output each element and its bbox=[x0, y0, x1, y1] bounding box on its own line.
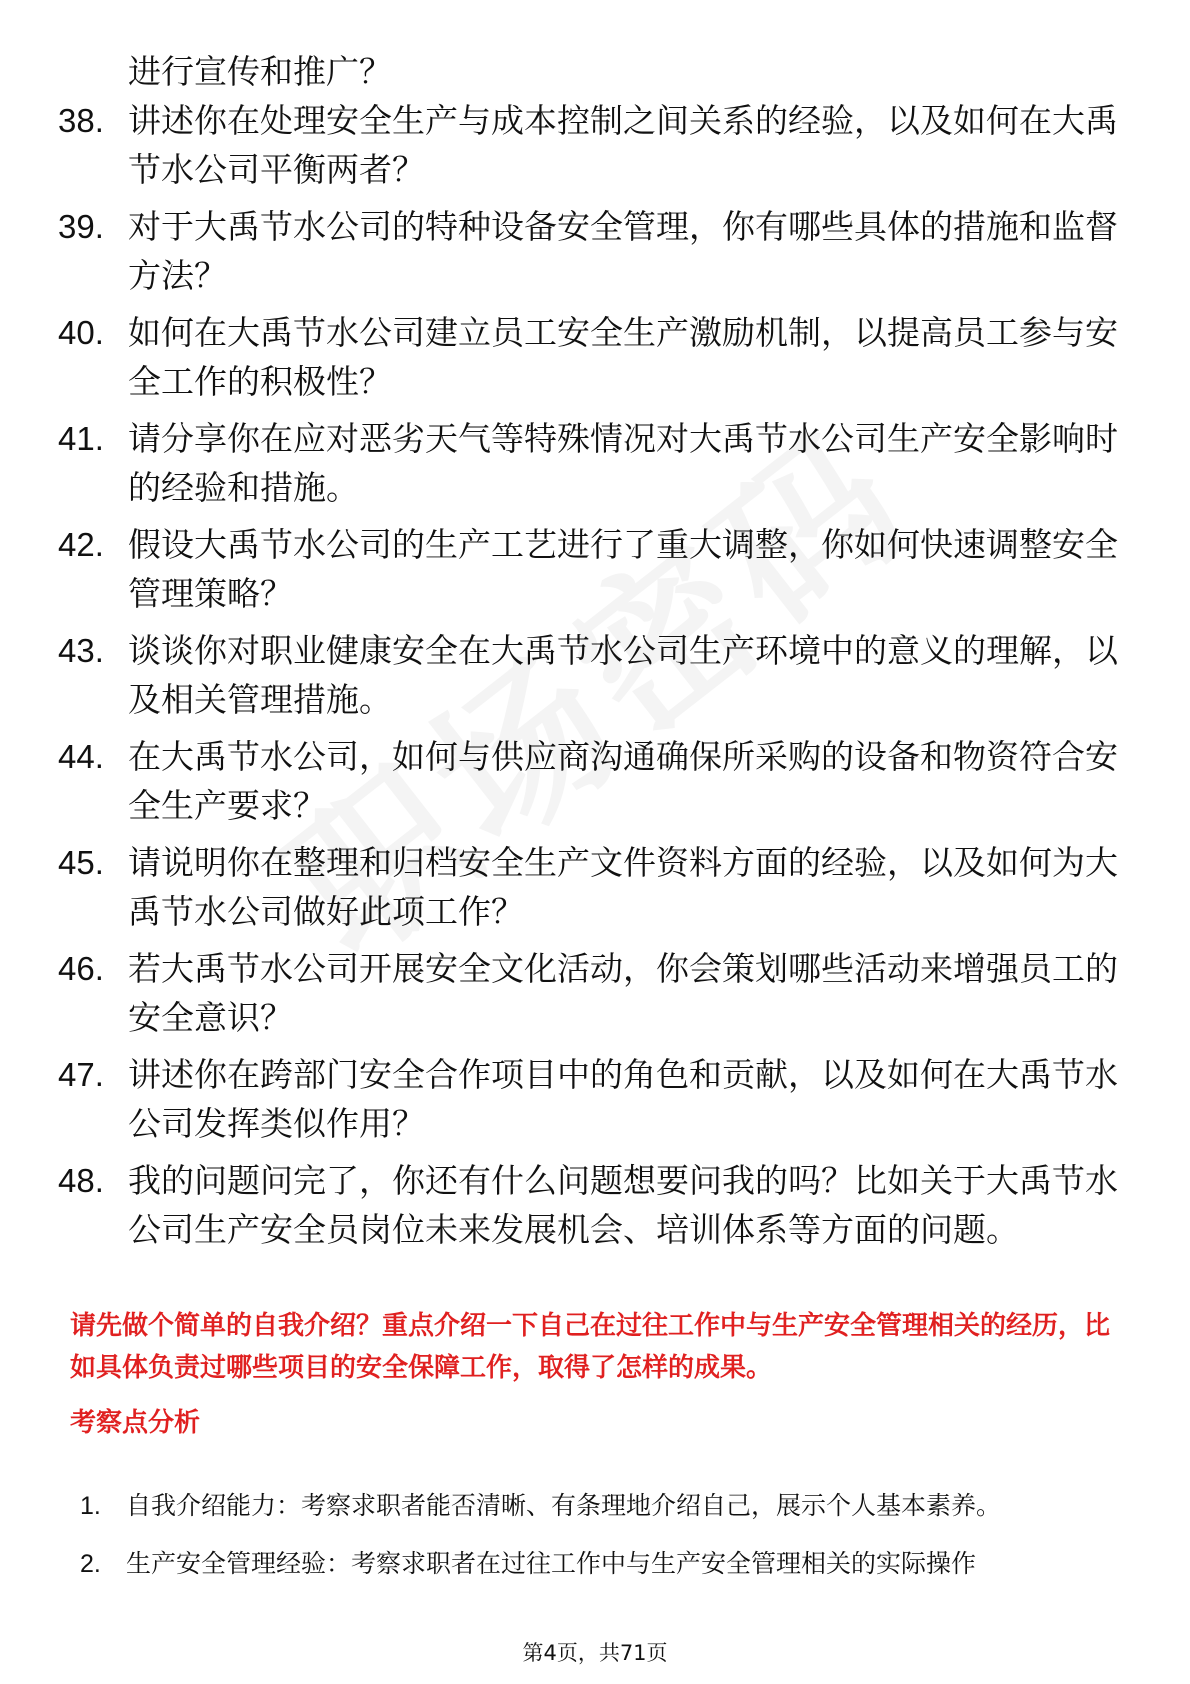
item-number: 44. bbox=[58, 738, 104, 775]
item-number: 39. bbox=[58, 208, 104, 245]
item-number: 42. bbox=[58, 526, 104, 563]
list-item bbox=[58, 202, 1118, 300]
item-number: 2. bbox=[80, 1550, 101, 1578]
list-item bbox=[80, 1536, 1120, 1592]
list-item bbox=[58, 1156, 1118, 1254]
list-item bbox=[58, 838, 1118, 936]
list-item bbox=[58, 414, 1118, 512]
list-item bbox=[80, 1478, 1120, 1534]
item-text: 在大禹节水公司，如何与供应商沟通确保所采购的设备和物资符合安全生产要求？ bbox=[128, 737, 1118, 825]
item-number: 38. bbox=[58, 102, 104, 139]
item-text: 假设大禹节水公司的生产工艺进行了重大调整，你如何快速调整安全管理策略？ bbox=[128, 525, 1118, 613]
question-list bbox=[58, 96, 1118, 1262]
item-text: 若大禹节水公司开展安全文化活动，你会策划哪些活动来增强员工的安全意识？ bbox=[128, 949, 1118, 1037]
list-item bbox=[58, 520, 1118, 618]
item-number: 46. bbox=[58, 950, 104, 987]
section-title: 考察点分析 bbox=[70, 1408, 201, 1438]
item-text: 如何在大禹节水公司建立员工安全生产激励机制，以提高员工参与安全工作的积极性？ bbox=[128, 313, 1118, 401]
page-footer: 第4页，共71页 bbox=[522, 1641, 668, 1665]
item-number: 40. bbox=[58, 314, 104, 351]
list-item bbox=[58, 626, 1118, 724]
item-text: 自我介绍能力：考察求职者能否清晰、有条理地介绍自己，展示个人基本素养。 bbox=[126, 1491, 1002, 1520]
item-number: 41. bbox=[58, 420, 104, 457]
list-item bbox=[58, 944, 1118, 1042]
highlight-question: 请先做个简单的自我介绍？重点介绍一下自己在过往工作中与生产安全管理相关的经历，比如具体负责过哪些项目的安全保障工作，取得了怎样的成果。 bbox=[70, 1311, 1111, 1383]
continuation-text: 进行宣传和推广？ bbox=[128, 52, 392, 91]
item-text: 生产安全管理经验：考察求职者在过往工作中与生产安全管理相关的实际操作 bbox=[126, 1549, 977, 1578]
item-number: 43. bbox=[58, 632, 104, 669]
analysis-list bbox=[80, 1478, 1120, 1594]
item-number: 45. bbox=[58, 844, 104, 881]
item-text: 对于大禹节水公司的特种设备安全管理，你有哪些具体的措施和监督方法？ bbox=[128, 207, 1118, 295]
item-text: 请分享你在应对恶劣天气等特殊情况对大禹节水公司生产安全影响时的经验和措施。 bbox=[128, 419, 1118, 507]
item-text: 讲述你在跨部门安全合作项目中的角色和贡献，以及如何在大禹节水公司发挥类似作用？ bbox=[128, 1055, 1118, 1143]
list-item bbox=[58, 732, 1118, 830]
item-text: 讲述你在处理安全生产与成本控制之间关系的经验，以及如何在大禹节水公司平衡两者？ bbox=[128, 101, 1118, 189]
list-item bbox=[58, 1050, 1118, 1148]
item-text: 我的问题问完了，你还有什么问题想要问我的吗？比如关于大禹节水公司生产安全员岗位未来发展机会、培训体系等方面的问题。 bbox=[128, 1161, 1118, 1249]
item-text: 谈谈你对职业健康安全在大禹节水公司生产环境中的意义的理解，以及相关管理措施。 bbox=[128, 631, 1118, 719]
list-item bbox=[58, 96, 1118, 194]
list-item bbox=[58, 308, 1118, 406]
item-text: 请说明你在整理和归档安全生产文件资料方面的经验，以及如何为大禹节水公司做好此项工作？ bbox=[128, 843, 1118, 931]
item-number: 48. bbox=[58, 1162, 104, 1199]
item-number: 1. bbox=[80, 1492, 101, 1520]
item-number: 47. bbox=[58, 1056, 104, 1093]
